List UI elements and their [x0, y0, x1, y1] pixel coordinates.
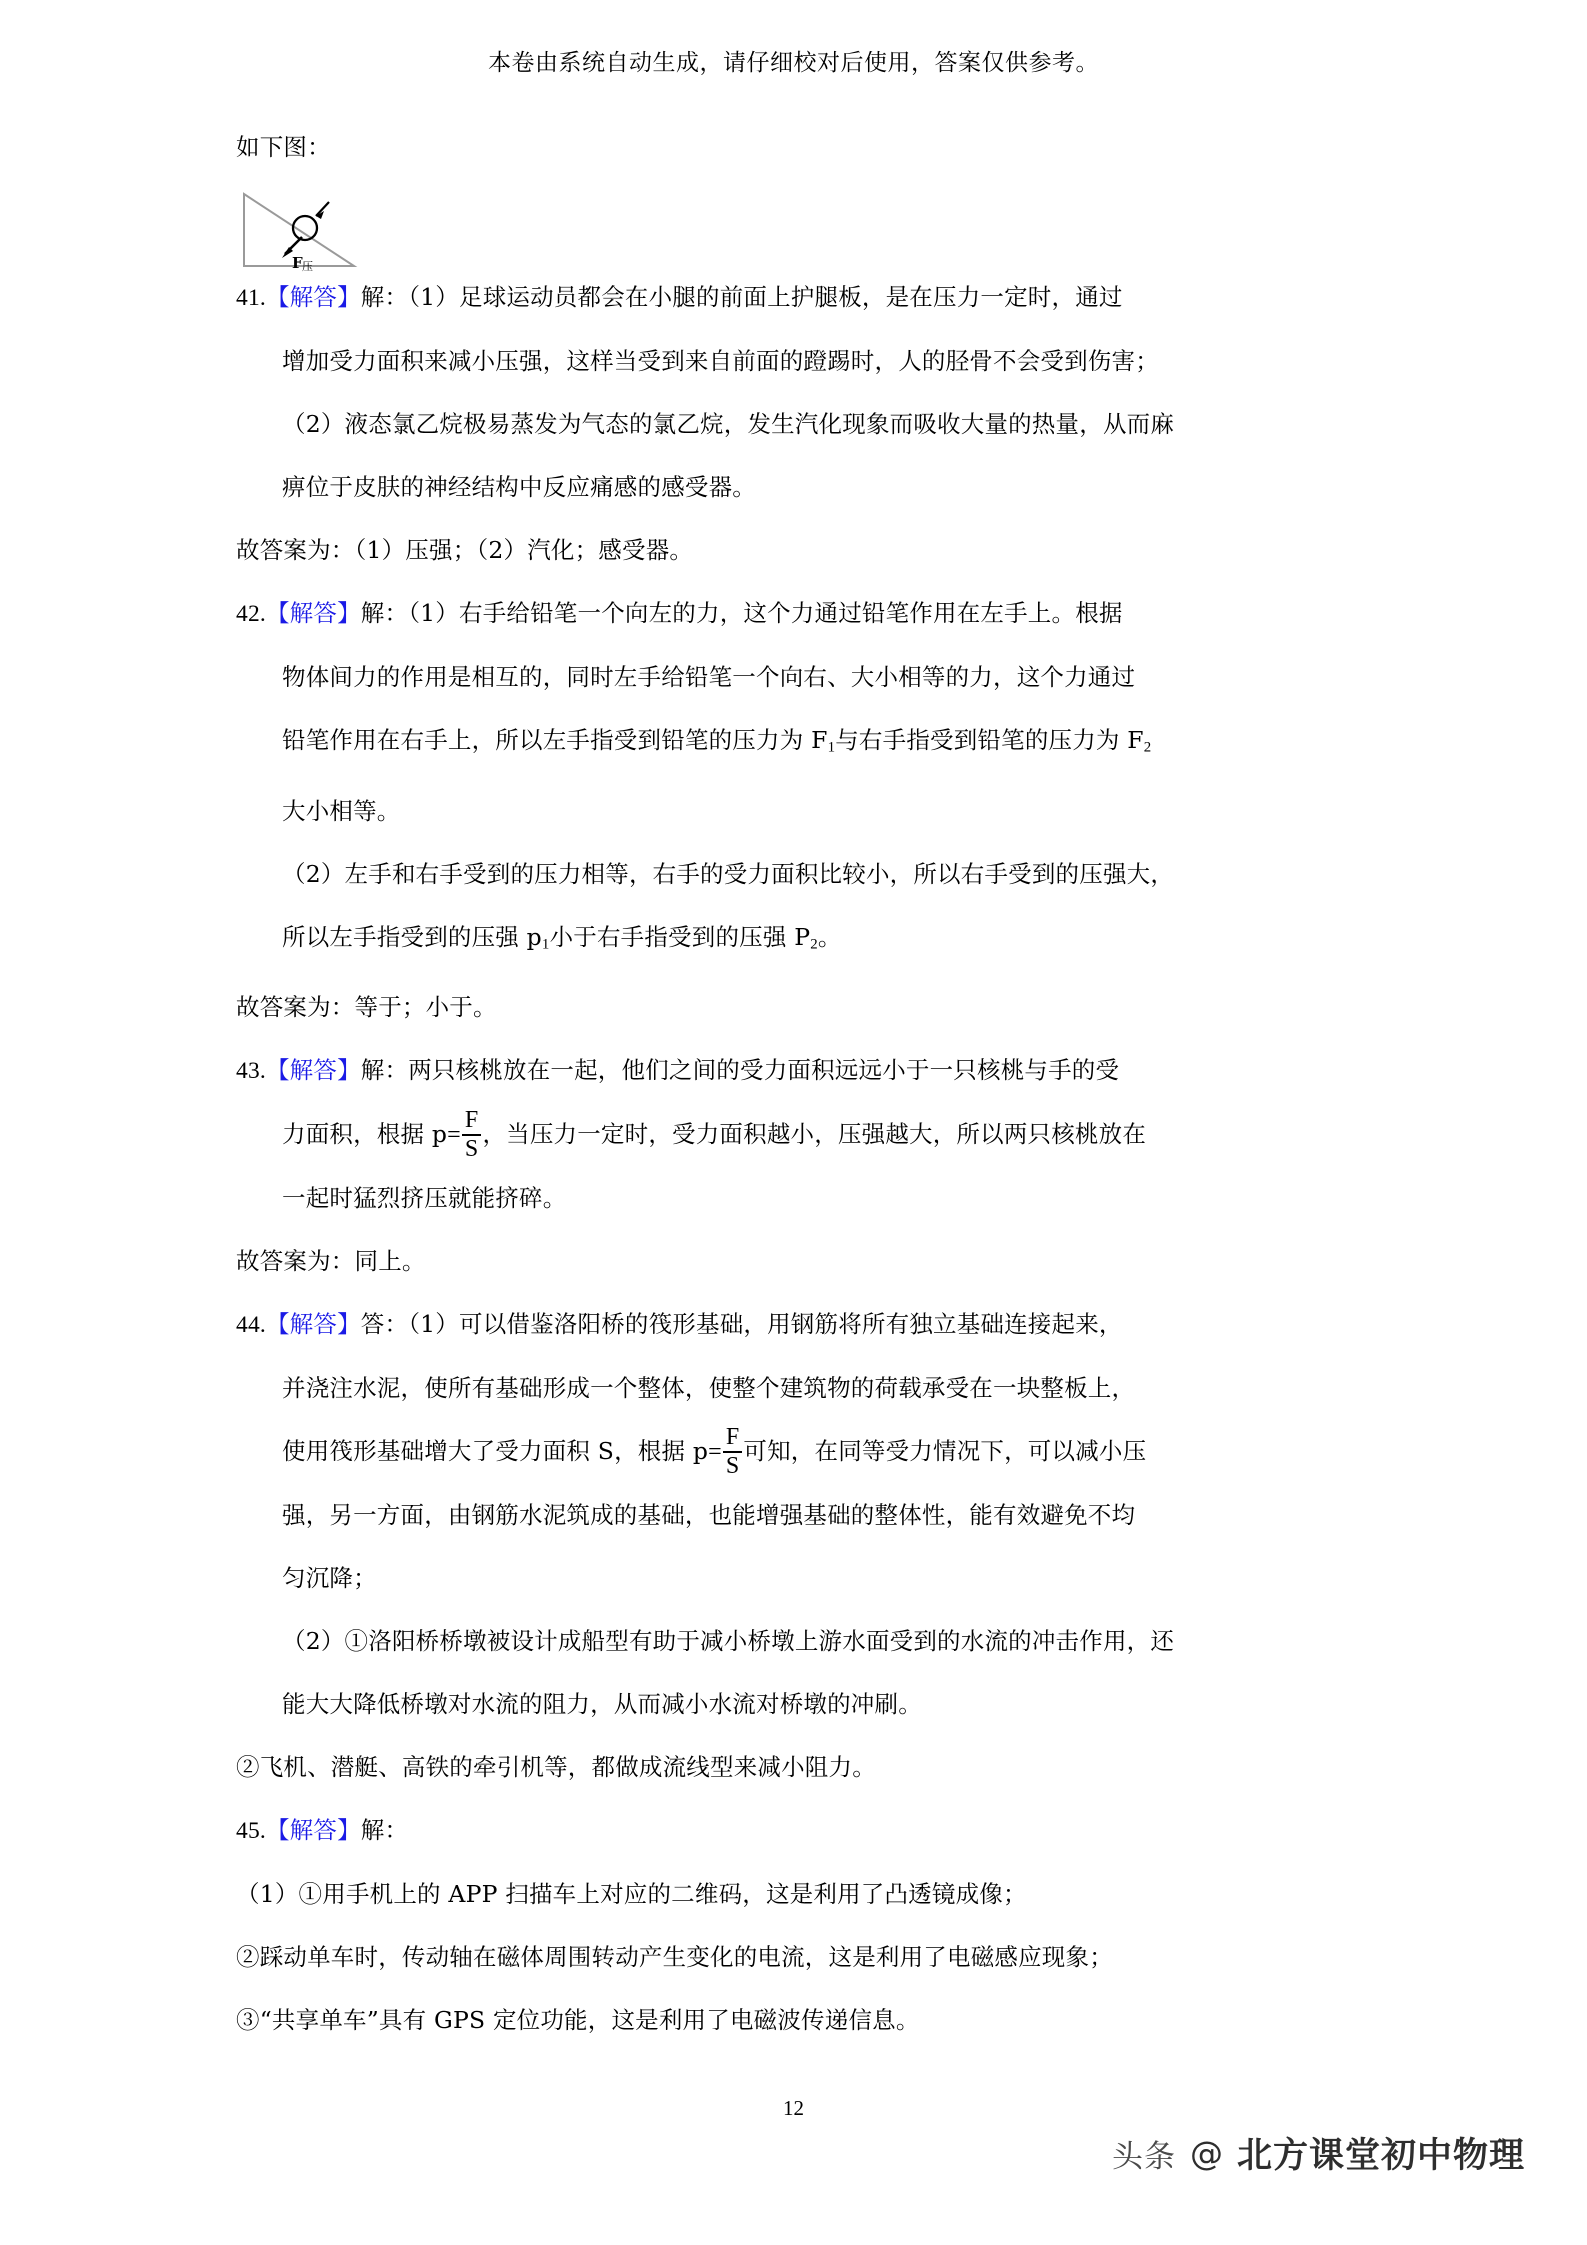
answer-item-44-line-4: 强，另一方面，由钢筋水泥筑成的基础，也能增强基础的整体性，能有效避免不均 [282, 1501, 1136, 1530]
figure-intro-text: 如下图： [236, 133, 331, 161]
item-number-42: 42. [236, 601, 266, 627]
item-number-44: 44. [236, 1312, 266, 1339]
answer-item-43-conclusion: 故答案为：同上。 [236, 1247, 426, 1276]
answer-item-44-line-2: 并浇注水泥，使所有基础形成一个整体，使整个建筑物的荷载承受在一块整板上， [282, 1374, 1136, 1403]
force-f2-subscript: 2 [1143, 739, 1152, 756]
answer-41-text-1: （1）足球运动员都会在小腿的前面上护腿板，是在压力一定时，通过 [408, 283, 1123, 311]
fraction-denominator-s: S [464, 1135, 479, 1162]
answer-item-44-line-5: 匀沉降； [282, 1564, 377, 1593]
pressure-p1-subscript: 1 [541, 936, 550, 953]
item-number-43: 43. [236, 1058, 266, 1085]
answer-item-44-line-7: 能大大降低桥墩对水流的阻力，从而减小水流对桥墩的冲刷。 [282, 1690, 922, 1719]
answer-43-text-2a: 力面积，根据 p [282, 1120, 448, 1149]
answer-42-text-6c: 。 [817, 922, 842, 951]
answer-item-45-line-3: ②踩动单车时，传动轴在磁体周围转动产生变化的电流，这是利用了电磁感应现象； [236, 1943, 1113, 1972]
force-label-f: F [292, 254, 303, 272]
answer-44-text-3b: 可知，在同等受力情况下，可以减小压 [743, 1437, 1147, 1466]
answer-lead-42: 解： [360, 599, 409, 627]
answer-42-text-1: （1）右手给铅笔一个向左的力，这个力通过铅笔作用在左手上。根据 [408, 599, 1123, 627]
fraction-numerator-f: F [462, 1108, 482, 1135]
answer-item-44-line-8: ②飞机、潜艇、高铁的牵引机等，都做成流线型来减小阻力。 [236, 1753, 876, 1782]
answer-item-42-line-1 [236, 586, 1356, 641]
answer-item-42-conclusion: 故答案为：等于；小于。 [236, 993, 497, 1022]
answer-item-44-line-1 [236, 1297, 1356, 1352]
document-body [236, 120, 1356, 2056]
pressure-p2-subscript: 2 [810, 936, 818, 953]
watermark-brand: 头条 [1111, 2138, 1176, 2175]
watermark-account-name: 北方课堂初中物理 [1236, 2136, 1525, 2176]
inclined-plane-figure [236, 188, 366, 273]
page-number: 12 [783, 2096, 804, 2120]
pressure-formula-fraction [462, 1108, 482, 1161]
pressure-formula-fraction-2 [723, 1425, 743, 1478]
answer-item-42-line-3 [236, 713, 1356, 775]
answer-item-45-line-2: （1）①用手机上的 APP 扫描车上对应的二维码，这是利用了凸透镜成像； [236, 1880, 1027, 1909]
equals-sign-2: = [708, 1439, 722, 1466]
answer-42-text-6a: 所以左手指受到的压强 p [282, 922, 542, 951]
answer-item-45-line-1 [236, 1803, 1356, 1858]
answer-item-41-line-2: 增加受力面积来减小压强，这样当受到来自前面的蹬踢时，人的胫骨不会受到伤害； [282, 347, 1159, 375]
answer-item-42-line-6 [236, 910, 1356, 972]
answer-item-41-conclusion: 故答案为：（1）压强；（2）汽化；感受器。 [236, 536, 694, 564]
answer-tag-43: 【解答】 [265, 1056, 361, 1085]
answer-42-text-6b: 小于右手指受到的压强 P [549, 922, 811, 951]
answer-tag-42: 【解答】 [265, 599, 361, 627]
page-header-notice: 本卷由系统自动生成，请仔细校对后使用，答案仅供参考。 [488, 50, 1099, 76]
answer-item-41-line-1 [236, 270, 1356, 325]
watermark-at-symbol: @ [1189, 2133, 1223, 2173]
answer-item-43-line-1 [236, 1043, 1356, 1098]
equals-sign: = [447, 1122, 461, 1149]
force-f1-subscript: 1 [827, 739, 836, 756]
answer-item-41-line-3: （2）液态氯乙烷极易蒸发为气态的氯乙烷，发生汽化现象而吸收大量的热量，从而麻 [282, 410, 1175, 438]
answer-lead-41: 解： [360, 283, 409, 311]
answer-item-41-line-4: 痹位于皮肤的神经结构中反应痛感的感受器。 [282, 473, 756, 501]
answer-44-text-1: （1）可以借鉴洛阳桥的筏形基础，用钢筋将所有独立基础连接起来， [408, 1310, 1123, 1339]
answer-lead-45: 解： [360, 1816, 409, 1845]
answer-item-42-line-4: 大小相等。 [282, 796, 401, 825]
watermark [1112, 2128, 1525, 2178]
answer-tag-44: 【解答】 [265, 1310, 361, 1339]
answer-item-43-line-2 [236, 1107, 1356, 1162]
answer-item-43-line-3: 一起时猛烈挤压就能挤碎。 [282, 1184, 567, 1213]
fraction-denominator-s-2: S [725, 1452, 740, 1479]
fraction-numerator-f-2: F [723, 1425, 743, 1452]
answer-item-42-line-2: 物体间力的作用是相互的，同时左手给铅笔一个向右、大小相等的力，这个力通过 [282, 663, 1136, 691]
force-label-subscript: 压 [302, 260, 313, 273]
answer-43-text-1: 两只核桃放在一起，他们之间的受力面积远远小于一只核桃与手的受 [408, 1056, 1120, 1085]
answer-44-text-3a: 使用筏形基础增大了受力面积 S，根据 p [282, 1437, 709, 1466]
answer-43-text-2b: ，当压力一定时，受力面积越小，压强越大，所以两只核桃放在 [482, 1120, 1147, 1149]
answer-tag-45: 【解答】 [265, 1816, 361, 1845]
answer-item-44-line-6: （2）①洛阳桥桥墩被设计成船型有助于减小桥墩上游水面受到的水流的冲击作用，还 [282, 1627, 1175, 1656]
answer-tag-41: 【解答】 [265, 283, 361, 311]
answer-item-42-line-5: （2）左手和右手受到的压力相等，右手的受力面积比较小，所以右手受到的压强大， [282, 859, 1175, 888]
item-number-45: 45. [236, 1818, 266, 1845]
item-number-41: 41. [236, 285, 266, 311]
answer-lead-43: 解： [360, 1056, 409, 1085]
answer-42-text-3b: 与右手指受到铅笔的压力为 F [835, 726, 1144, 754]
answer-item-44-line-3 [236, 1424, 1356, 1479]
answer-lead-44: 答： [360, 1310, 409, 1339]
inclined-plane-svg [236, 188, 366, 273]
answer-item-45-line-4: ③“共享单车”具有 GPS 定位功能，这是利用了电磁波传递信息。 [236, 2006, 920, 2035]
answer-42-text-3a: 铅笔作用在右手上，所以左手指受到铅笔的压力为 F [282, 726, 828, 754]
